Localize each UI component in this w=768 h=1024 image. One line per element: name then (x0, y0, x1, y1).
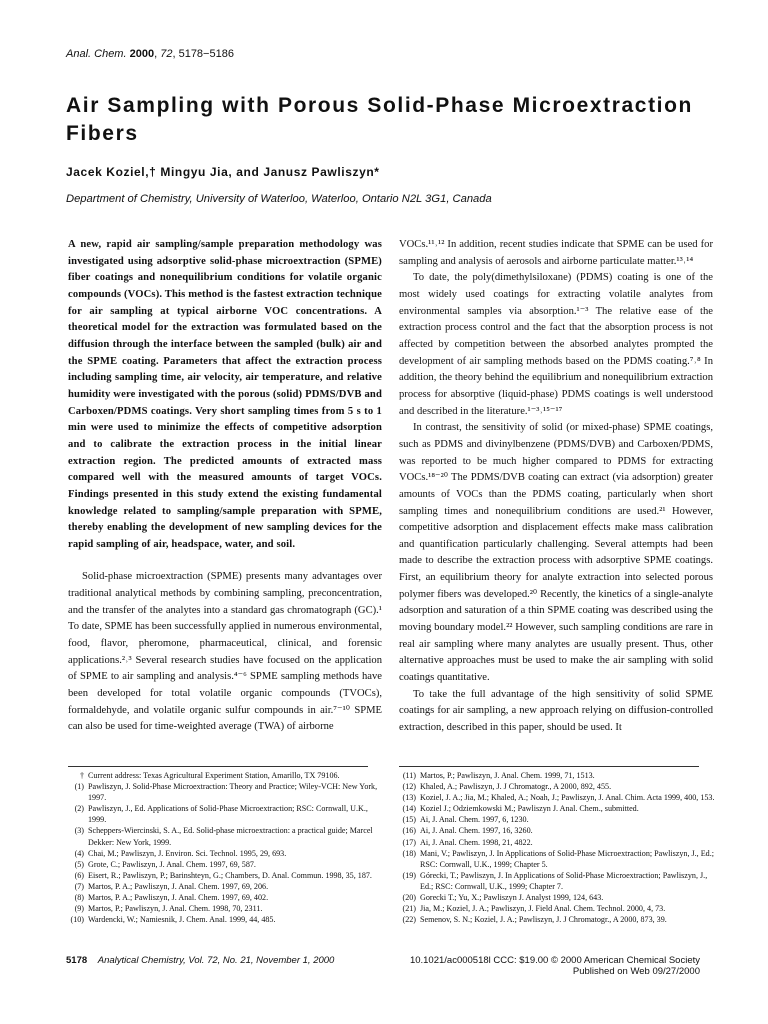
reference-item (66, 870, 384, 881)
reference-number: (5) (74, 859, 84, 869)
reference-text: Wardencki, W.; Namiesnik, J. Chem. Anal. 1999, 44, 485. (88, 915, 276, 925)
reference-number: (6) (74, 870, 84, 880)
reference-item (398, 848, 716, 870)
reference-item (398, 903, 716, 914)
reference-number: (17) (402, 837, 416, 847)
body-paragraph: In contrast, the sensitivity of solid (or mixed-phase) SPME coatings, such as PDMS and divinylbenzene (PDMS/DVB) and Carboxen/PDMS, was reported to be much higher compared to PDMS for extracting VOCs.¹⁸⁻²⁰ The PDMS/DVB coating can extract (via adsorption) greater amounts of VOCs than the PDMS coating, particularly when short sampling times and nonequilibrium conditions are used.²¹ However, competitive adsorption and displacement effects make mass calibration and quantification particularly challenging. Several attempts had been made to describe the extraction process with adsorptive SPME coatings. First, an equilibrium theory for analyte extraction into selected porous polymer fibers was developed.²⁰ Recently, the kinetics of a single-analyte adsorption and saturation of a thin SPME coating was described using the moving boundary model.²² However, such sampling conditions are rare in real air sampling where many analytes are usually present. Thus, other alternative approaches must be used to make the air sampling with solid coatings quantitative. (399, 422, 713, 684)
body-left (68, 569, 382, 736)
reference-number: (8) (74, 893, 84, 903)
reference-text: Semenov, S. N.; Koziel, J. A.; Pawliszyn, J. J Chromatogr., A 2000, 873, 39. (420, 915, 667, 925)
reference-item (66, 892, 384, 903)
reference-item (66, 903, 384, 914)
doi-copyright: 10.1021/ac000518l CCC: $19.00 © 2000 American Chemical Society (409, 955, 700, 966)
reference-item (66, 859, 384, 870)
reference-number: (20) (402, 893, 416, 903)
reference-number: (11) (402, 771, 416, 780)
reference-item (66, 825, 384, 847)
reference-text: Martos, P.; Pawliszyn, J. Anal. Chem. 1998, 70, 2311. (88, 904, 263, 914)
reference-text: Koziel J.; Odziemkowski M.; Pawliszyn J. Anal. Chem., submitted. (420, 804, 639, 814)
journal-name: Anal. Chem. (66, 48, 127, 60)
reference-item (398, 814, 716, 825)
reference-text: Eisert, R.; Pawliszyn, P.; Barinshteyn, G.; Chambers, D. Anal. Commun. 1998, 35, 187. (88, 870, 372, 880)
journal-issue: Analytical Chemistry, Vol. 72, No. 21, November 1, 2000 (97, 955, 335, 966)
reference-text: Chai, M.; Pawliszyn, J. Environ. Sci. Technol. 1995, 29, 693. (88, 848, 287, 858)
reference-text: Jia, M.; Koziel, J. A.; Pawliszyn, J. Field Anal. Chem. Technol. 2000, 4, 73. (420, 904, 666, 914)
reference-number: (13) (402, 793, 416, 803)
footnote-rule-left (68, 766, 368, 767)
reference-number: (2) (74, 804, 84, 814)
reference-item (398, 825, 716, 836)
reference-item (398, 781, 716, 792)
journal-citation: Anal. Chem. 2000, 72, 5178−5186 (66, 48, 234, 60)
body-paragraph: VOCs.¹¹˒¹² In addition, recent studies indicate that SPME can be used for sampling and analysis of aerosols and airborne particulate matter.¹³˒¹⁴ (399, 239, 713, 267)
page-footer-left (66, 955, 334, 966)
reference-number: (12) (402, 782, 416, 792)
page-number: 5178 (66, 955, 88, 966)
reference-text: Mani, V.; Pawliszyn, J. In Applications of Solid-Phase Microextraction; Pawliszyn, J., Ed.; RSC: Cornwall, U.K., 1999; Chapter 5. (420, 848, 714, 869)
reference-number: (7) (74, 881, 84, 891)
reference-item (66, 781, 384, 803)
left-column (68, 237, 382, 736)
reference-number: (19) (402, 870, 416, 880)
author-list: Jacek Koziel,† Mingyu Jia, and Janusz Pawliszyn* (66, 165, 380, 179)
reference-number: (16) (402, 826, 416, 836)
reference-text: Khaled, A.; Pawliszyn, J. J Chromatogr., A 2000, 892, 455. (420, 782, 612, 792)
article-title: Air Sampling with Porous Solid-Phase Microextraction Fibers (66, 94, 693, 145)
reference-item (398, 870, 716, 892)
reference-number: (18) (402, 848, 416, 858)
reference-item (398, 770, 716, 781)
journal-pages: 5178−5186 (178, 48, 234, 60)
footnotes-left (66, 770, 384, 925)
reference-item (398, 792, 716, 803)
reference-number: (4) (74, 848, 84, 858)
reference-item (66, 803, 384, 825)
reference-number: (3) (74, 826, 84, 836)
reference-text: Current address: Texas Agricultural Experiment Station, Amarillo, TX 79106. (88, 771, 340, 780)
reference-text: Pawliszyn, J., Ed. Applications of Solid-Phase Microextraction; RSC: Cornwall, U.K., 1999. (88, 804, 368, 825)
reference-item (66, 914, 384, 925)
reference-text: Koziel, J. A.; Jia, M.; Khaled, A.; Noah, J.; Pawliszyn, J. Anal. Chim. Acta 1999, 400, 153. (420, 793, 715, 803)
body-paragraph: Solid-phase microextraction (SPME) presents many advantages over traditional analytical methods by combining sampling, preconcentration, and the transfer of the analytes into a standard gas chromatograph (GC).¹ To date, SPME has been successfully applied in numerous environmental, food, flavor, pheromone, pharmaceutical, clinical, and forensic applications.²˒³ Several research studies have focused on the application of SPME to air sampling and analysis.⁴⁻⁶ SPME sampling methods have been developed for total volatile organic compounds (TVOCs), formaldehyde, and volatile organic sulfur compounds in air.⁷⁻¹⁰ SPME can also be used for time-weighted average (TWA) of airborne (68, 571, 382, 733)
reference-item (66, 770, 384, 781)
reference-number: (9) (74, 904, 84, 914)
reference-text: Ai, J. Anal. Chem. 1998, 21, 4822. (420, 837, 533, 847)
body-paragraph: To date, the poly(dimethylsiloxane) (PDMS) coating is one of the most widely used coatings for extracting volatile analytes from environmental samples via absorption.¹⁻³ The relative ease of the extraction process control and the fact that the absorption process is not affected by competition between the absorbed analytes prompted the development of air sampling methods based on the PDMS coating.⁷˒⁸ In addition, the theory behind the equilibrium and nonequilibrium extraction process for absorptive (liquid-phase) PDMS coatings is well understood and described in the literature.¹⁻³˒¹⁵⁻¹⁷ (399, 272, 713, 417)
reference-text: Górecki, T.; Pawliszyn, J. In Applications of Solid-Phase Microextraction; Pawliszyn, J., Ed.; RSC: Cornwall, U.K., 1999; Chapter 7. (420, 870, 708, 891)
reference-item (66, 848, 384, 859)
reference-text: Martos, P. A.; Pawliszyn, J. Anal. Chem. 1997, 69, 402. (88, 893, 269, 903)
body-paragraph: To take the full advantage of the high sensitivity of solid SPME coatings for air sampling, a new approach relying on diffusion-controlled extraction, described in this paper, should be used. It (399, 688, 713, 734)
abstract (68, 237, 382, 553)
right-column (399, 237, 713, 737)
body-right (399, 237, 713, 737)
journal-volume: 72 (160, 48, 173, 60)
reference-text: Martos, P.; Pawliszyn, J. Anal. Chem. 1999, 71, 1513. (420, 771, 595, 780)
publication-date: Published on Web 09/27/2000 (572, 966, 700, 978)
reference-text: Grote, C.; Pawliszyn, J. Anal. Chem. 1997, 69, 587. (88, 859, 256, 869)
reference-text: Pawliszyn, J. Solid-Phase Microextraction: Theory and Practice; Wiley-VCH: New York, 1997. (88, 782, 378, 803)
footnote-rule-right (399, 766, 699, 767)
journal-year: 2000 (129, 48, 155, 60)
reference-item (398, 837, 716, 848)
reference-number: (21) (402, 904, 416, 914)
reference-number: (1) (74, 782, 84, 792)
reference-item (66, 881, 384, 892)
footnotes-right (398, 770, 716, 925)
reference-number: (22) (402, 915, 416, 925)
reference-text: Ai, J. Anal. Chem. 1997, 6, 1230. (420, 815, 529, 825)
reference-number: (10) (70, 915, 84, 925)
reference-text: Gorecki T.; Yu, X.; Pawliszyn J. Analyst 1999, 124, 643. (420, 893, 604, 903)
abstract-text: A new, rapid air sampling/sample preparation methodology was investigated using adsorptive solid-phase microextraction (SPME) fiber coatings and nonequilibrium conditions for volatile organic compounds (VOCs). This method is the fastest extraction technique for air sampling at typical airborne VOC concentrations. A theoretical model for the extraction was formulated based on the diffusion through the interface between the sampled (bulk) air and the SPME coating. Parameters that affect the extraction process including sampling time, air velocity, air temperature, and relative humidity were investigated with the porous (solid) PDMS/DVB and Carboxen/PDMS coatings. Very short sampling times from 5 s to 1 min were used to minimize the effects of competitive adsorption and to calibrate the extraction process in the initial linear extraction region. The predicted amounts of extracted mass compared well with the measured amounts of target VOCs. Findings presented in this study extend the existing fundamental knowledge related to sampling/sample preparation with SPME, thereby enabling the development of new sampling devices for the rapid sampling of air, headspace, water, and soil. (68, 239, 382, 550)
page-footer-right (410, 955, 700, 978)
reference-item (398, 892, 716, 903)
reference-number: † (79, 771, 84, 780)
reference-item (398, 914, 716, 925)
reference-text: Scheppers-Wiercinski, S. A., Ed. Solid-phase microextraction: a practical guide; Marcel Dekker: New York, 1999. (88, 826, 373, 847)
reference-text: Martos, P. A.; Pawliszyn, J. Anal. Chem. 1997, 69, 206. (88, 881, 269, 891)
affiliation: Department of Chemistry, University of Waterloo, Waterloo, Ontario N2L 3G1, Canada (66, 193, 492, 205)
reference-number: (15) (402, 815, 416, 825)
reference-number: (14) (402, 804, 416, 814)
reference-text: Ai, J. Anal. Chem. 1997, 16, 3260. (420, 826, 533, 836)
reference-item (398, 803, 716, 814)
